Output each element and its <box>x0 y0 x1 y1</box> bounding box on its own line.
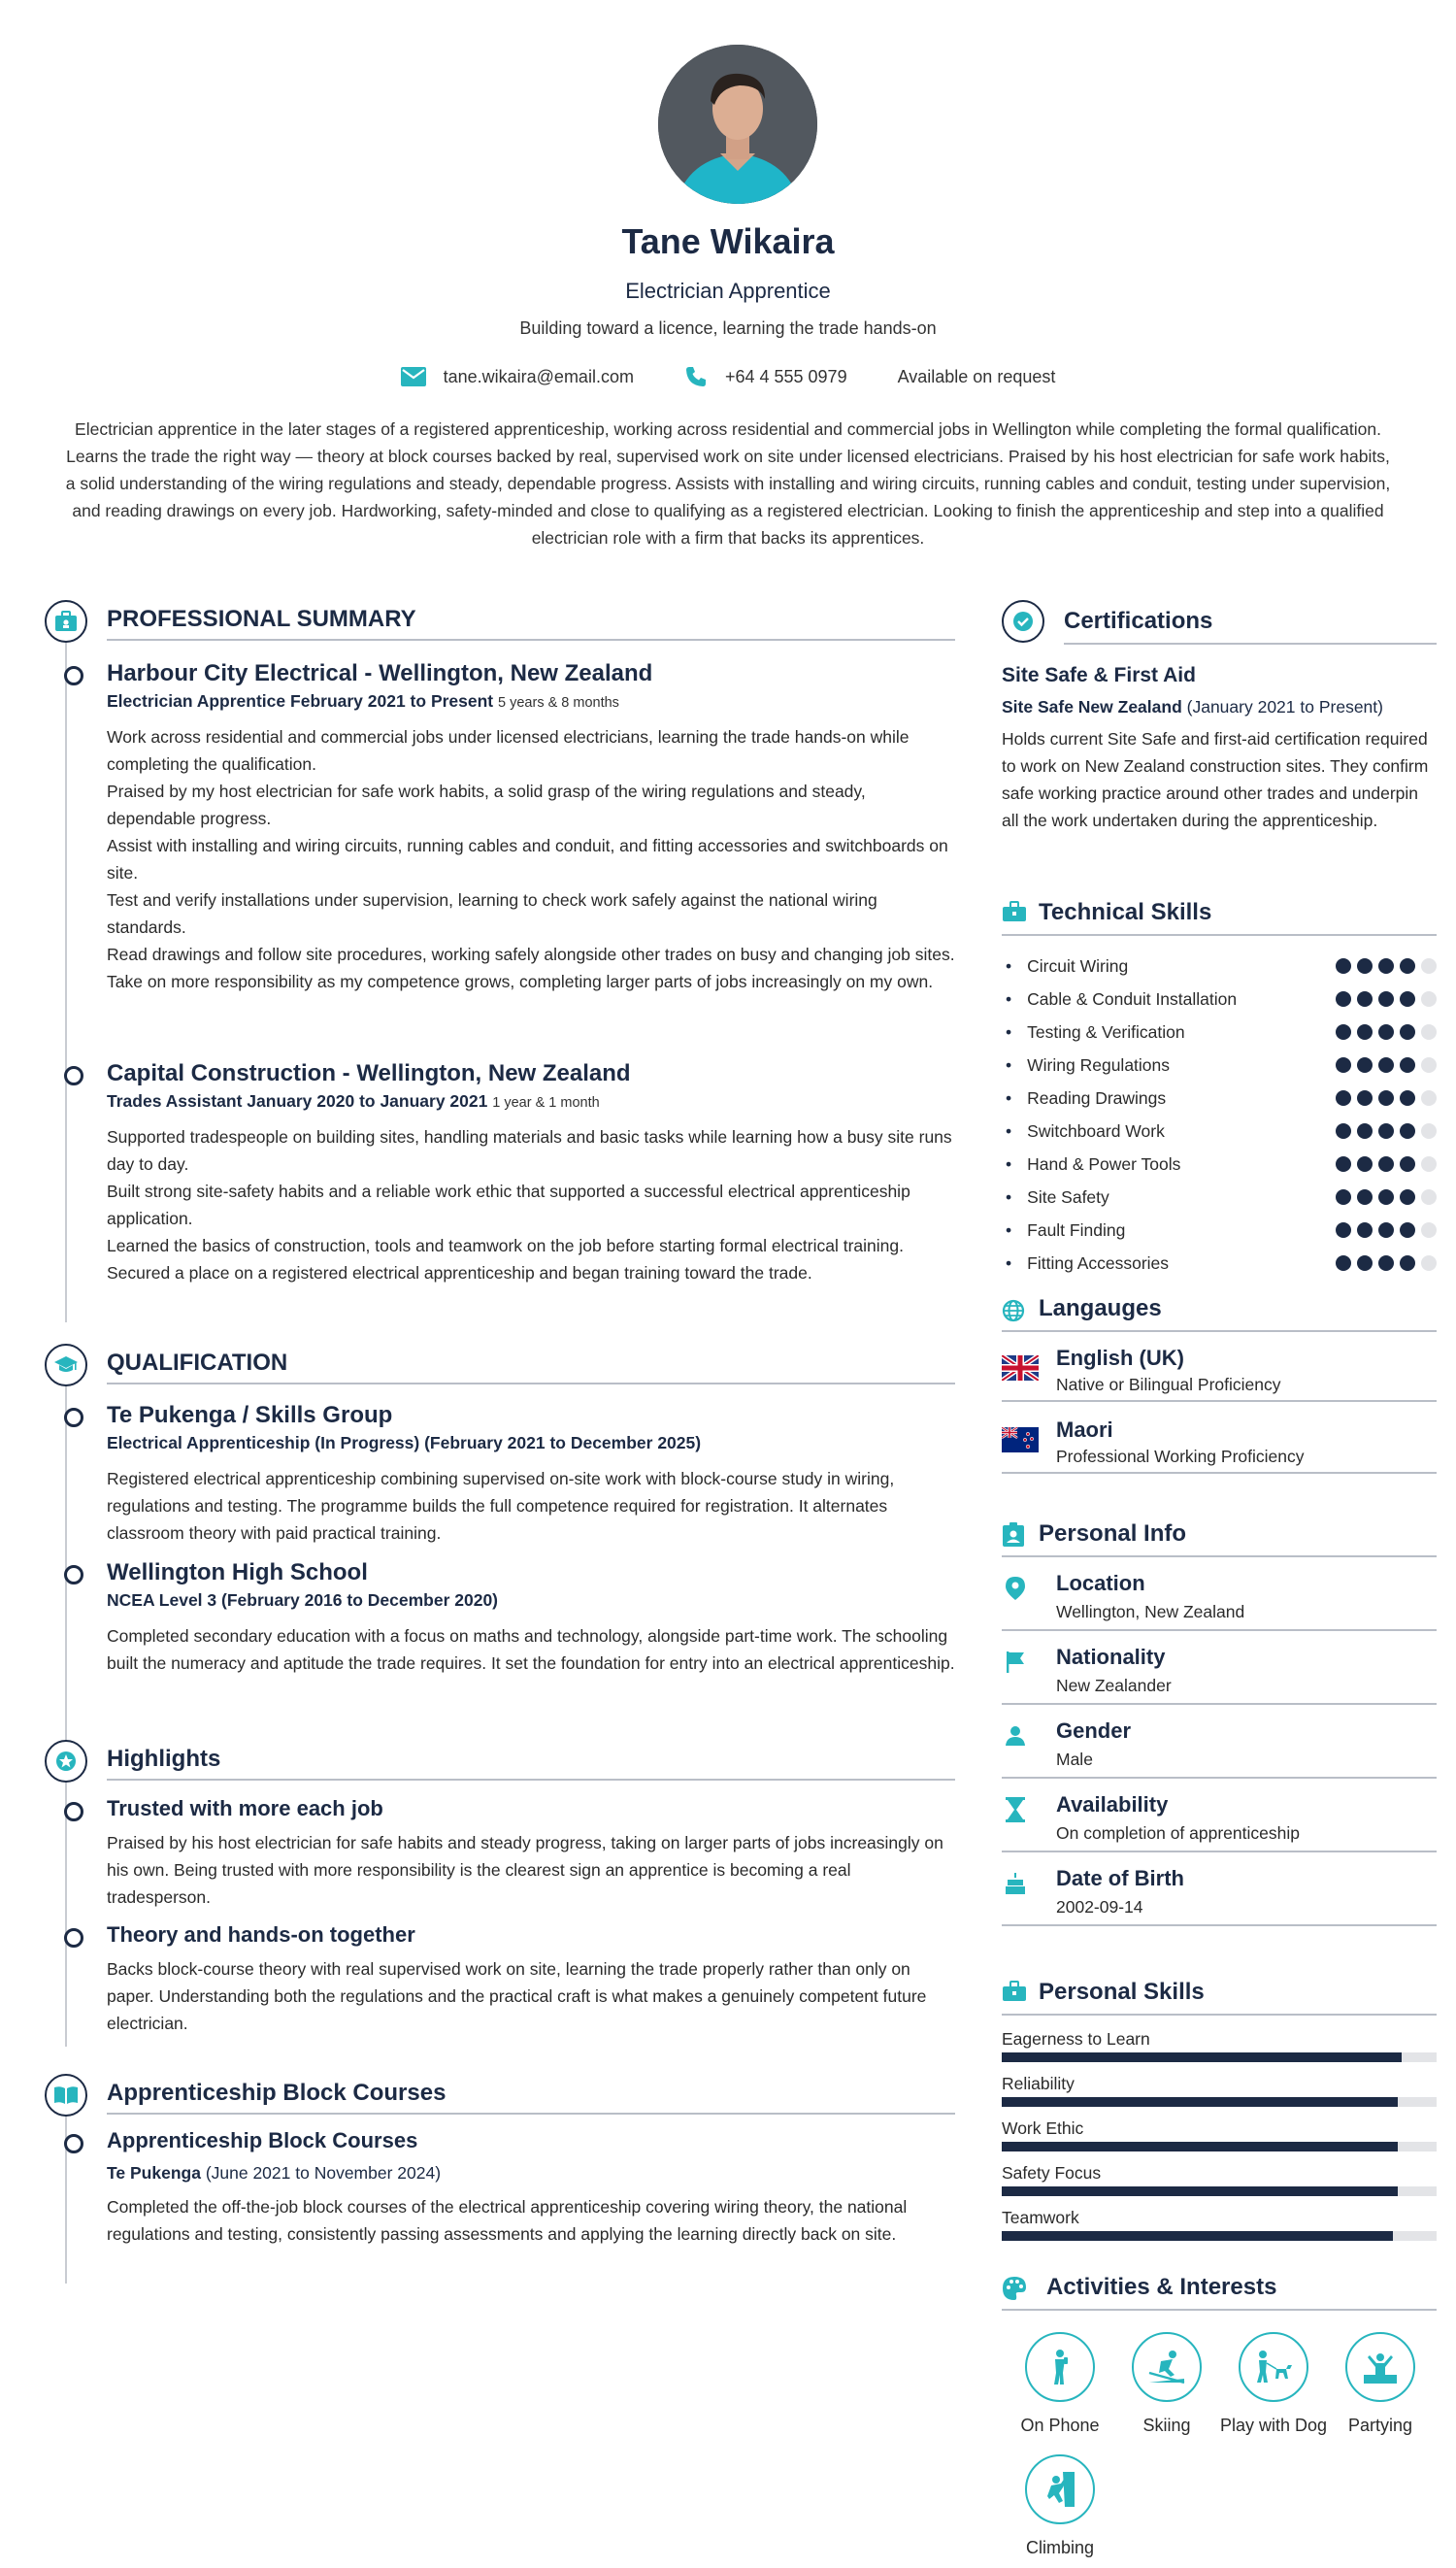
personal-skill-name: Teamwork <box>1002 2208 1079 2227</box>
language-item <box>1002 1402 1437 1474</box>
personal-skills-title: Personal Skills <box>1039 1979 1205 2005</box>
personal-skill-bar-fill <box>1002 2097 1398 2107</box>
skill-level-dots <box>1336 1189 1437 1205</box>
entry-bullet: Test and verify installations under supervision, learning to check work safely against the national wiring standards. <box>107 890 877 937</box>
certification-body: Holds current Site Safe and first-aid certification required to work on New Zealand construction sites. They confirm safe working practice around other trades and underpin all the work undertaken during the apprenticeship. <box>1002 729 1429 830</box>
personal-info-list <box>1002 1557 1437 1926</box>
technical-skill-name: • Circuit Wiring <box>1002 956 1128 977</box>
skill-level-dot <box>1357 1156 1373 1172</box>
entry-body: Registered electrical apprenticeship combining supervised on-site work with block-course study in wiring, regulations and testing. The programme builds the full competence required for registration. It alternates classroom theory with paid practical training. <box>107 1469 895 1543</box>
star-badge-icon <box>45 1740 87 1783</box>
language-item <box>1002 1330 1437 1402</box>
certification-issuer-row <box>1002 697 1437 717</box>
certification-issuer: Site Safe New Zealand <box>1002 697 1182 717</box>
experience-timeline <box>65 643 67 1322</box>
technical-skill-row <box>1002 1115 1437 1148</box>
personal-skills-header <box>1002 1971 1437 2014</box>
experience-rule <box>107 639 955 641</box>
skill-level-dot <box>1421 958 1437 974</box>
technical-skill-row <box>1002 1148 1437 1181</box>
technical-skills-section <box>1002 891 1437 1280</box>
entry-bullet: Assist with installing and wiring circuits, running cables and conduit, and fitting accessories and switchboards on site. <box>107 836 948 883</box>
skill-level-dot <box>1378 1189 1394 1205</box>
avatar <box>658 45 817 204</box>
certifications-section <box>1002 600 1437 834</box>
info-value: New Zealander <box>1056 1676 1172 1695</box>
id-badge-icon <box>1002 1522 1025 1548</box>
timeline-dot <box>64 1802 83 1821</box>
info-value: On completion of apprenticeship <box>1056 1823 1300 1843</box>
uk-flag-icon <box>1002 1355 1039 1381</box>
entry-title: Te Pukenga / Skills Group <box>107 1402 393 1428</box>
technical-skills-list <box>1002 950 1437 1280</box>
skill-level-dot <box>1400 1189 1415 1205</box>
certification-dates: (January 2021 to Present) <box>1186 697 1383 717</box>
certificate-badge-icon <box>1002 600 1044 643</box>
personal-skill-bar <box>1002 2097 1437 2107</box>
availability-text: Available on request <box>897 366 1056 386</box>
skill-level-dot <box>1421 1222 1437 1238</box>
certifications-title: Certifications <box>1064 608 1213 634</box>
skill-level-dots <box>1336 958 1437 974</box>
technical-skill-name: • Fitting Accessories <box>1002 1253 1169 1274</box>
personal-info-title: Personal Info <box>1039 1520 1187 1547</box>
highlights-header <box>45 1740 955 1783</box>
candidate-name: Tane Wikaira <box>621 221 835 261</box>
technical-skill-row <box>1002 1016 1437 1049</box>
skill-level-dot <box>1378 1156 1394 1172</box>
activity-item <box>1109 2332 1225 2436</box>
personal-skill-bar-fill <box>1002 2052 1402 2062</box>
contact-row <box>0 365 1456 388</box>
highlight-entry <box>107 1922 955 2037</box>
activity-label: On Phone <box>1020 2416 1100 2435</box>
personal-info-dob <box>1002 1852 1437 1926</box>
info-label: Date of Birth <box>1056 1866 1184 1890</box>
location-pin-icon <box>1005 1576 1026 1601</box>
candidate-role: Electrician Apprentice <box>625 279 831 303</box>
skill-level-dots <box>1336 1222 1437 1238</box>
party-icon <box>1345 2332 1415 2402</box>
contact-availability <box>898 367 1056 387</box>
skill-level-dot <box>1336 1024 1351 1040</box>
personal-skill-bar-fill <box>1002 2142 1398 2151</box>
personal-skill-name: Work Ethic <box>1002 2118 1084 2138</box>
personal-skill-row <box>1002 2157 1437 2202</box>
activities-header <box>1002 2266 1437 2309</box>
activity-label: Partying <box>1347 2416 1413 2435</box>
skill-level-dot <box>1336 1156 1351 1172</box>
info-label: Location <box>1056 1571 1145 1595</box>
nz-flag-icon <box>1002 1427 1039 1452</box>
personal-info-gender <box>1002 1705 1437 1779</box>
candidate-tagline: Building toward a licence, learning the trade hands-on <box>519 318 937 338</box>
skill-level-dot <box>1336 1222 1351 1238</box>
skill-level-dot <box>1378 991 1394 1007</box>
skill-level-dot <box>1357 1255 1373 1271</box>
timeline-dot <box>64 666 83 685</box>
technical-skills-rule <box>1002 934 1437 936</box>
toolbox-icon <box>1002 901 1027 922</box>
activity-item <box>1322 2332 1439 2436</box>
certifications-rule <box>1064 643 1437 645</box>
skill-level-dots <box>1336 1024 1437 1040</box>
entry-subtitle <box>107 1091 955 1112</box>
skill-level-dot <box>1357 1123 1373 1139</box>
hourglass-icon <box>1006 1797 1025 1822</box>
entry-body: Praised by his host electrician for safe habits and steady progress, taking on larger parts of jobs increasingly on his own. Being trusted with more responsibility is the clearest sign an apprentice is becoming a real tradesperson. <box>107 1833 943 1907</box>
course-provider: Te Pukenga <box>107 2163 201 2183</box>
timeline-dot <box>64 2134 83 2153</box>
skill-level-dot <box>1336 1255 1351 1271</box>
personal-skill-row <box>1002 2202 1437 2247</box>
entry-body: Completed the off-the-job block courses of the electrical apprenticeship covering wiring theory, the national regulations and testing, consistently passing assessments and applying the learning directly back on site. <box>107 2197 908 2244</box>
skill-level-dot <box>1400 1255 1415 1271</box>
courses-header <box>45 2074 955 2117</box>
entry-body: Completed secondary education with a focus on maths and technology, alongside part-time work. The schooling built the numeracy and aptitude the trade requires. It set the foundation for entry into an electrical apprenticeship. <box>107 1626 955 1673</box>
skill-level-dot <box>1336 1057 1351 1073</box>
courses-section <box>45 2074 955 2244</box>
qualification-entry <box>107 1402 955 1547</box>
entry-title: Capital Construction - Wellington, New Zealand <box>107 1060 631 1086</box>
personal-skills-section <box>1002 1971 1437 2247</box>
skill-level-dot <box>1357 991 1373 1007</box>
skill-level-dot <box>1421 1123 1437 1139</box>
experience-header <box>45 600 955 643</box>
skill-level-dots <box>1336 1255 1437 1271</box>
skill-level-dot <box>1378 1090 1394 1106</box>
graduation-cap-icon <box>45 1344 87 1386</box>
technical-skill-name: • Wiring Regulations <box>1002 1055 1170 1076</box>
entry-duration: 5 years & 8 months <box>498 695 619 711</box>
skill-level-dot <box>1421 1255 1437 1271</box>
personal-info-nationality <box>1002 1631 1437 1705</box>
skill-level-dots <box>1336 1156 1437 1172</box>
timeline-dot <box>64 1408 83 1427</box>
activity-item <box>1002 2332 1118 2436</box>
phone-person-icon <box>1025 2332 1095 2402</box>
skill-level-dots <box>1336 1123 1437 1139</box>
flag-icon <box>1005 1651 1026 1674</box>
technical-skill-row <box>1002 1247 1437 1280</box>
info-value: 2002-09-14 <box>1056 1897 1143 1917</box>
entry-position: Electrician Apprentice <box>107 691 286 711</box>
entry-title: Harbour City Electrical - Wellington, New Zealand <box>107 660 653 686</box>
personal-skill-row <box>1002 2068 1437 2113</box>
experience-entry <box>107 660 955 995</box>
entry-bullet: Work across residential and commercial jobs under licensed electricians, learning the trade hands-on while completing the qualification. <box>107 727 910 774</box>
technical-skill-name: • Hand & Power Tools <box>1002 1154 1180 1175</box>
personal-skill-row <box>1002 2113 1437 2157</box>
entry-bullet: Built strong site-safety habits and a reliable work ethic that supported a successful electrical apprenticeship application. <box>107 1182 910 1228</box>
skill-level-dot <box>1400 1090 1415 1106</box>
personal-skill-bar <box>1002 2142 1437 2151</box>
phone-text: +64 4 555 0979 <box>724 366 847 386</box>
language-name: English (UK) <box>1056 1346 1184 1370</box>
contact-email[interactable] <box>401 367 634 387</box>
skill-level-dot <box>1400 1156 1415 1172</box>
highlights-title: Highlights <box>107 1746 221 1772</box>
degree-text: NCEA Level 3 (February 2016 to December 2020) <box>107 1590 499 1610</box>
technical-skill-name: • Site Safety <box>1002 1187 1109 1208</box>
personal-info-header <box>1002 1513 1437 1555</box>
languages-title: Langauges <box>1039 1295 1162 1321</box>
technical-skill-name: • Fault Finding <box>1002 1220 1125 1241</box>
language-level: Native or Bilingual Proficiency <box>1056 1375 1281 1394</box>
technical-skill-name: • Cable & Conduit Installation <box>1002 989 1237 1010</box>
qualification-title: QUALIFICATION <box>107 1350 288 1376</box>
entry-degree <box>107 1433 955 1453</box>
skill-level-dot <box>1421 1057 1437 1073</box>
course-entry <box>107 2128 955 2248</box>
skill-level-dot <box>1421 1090 1437 1106</box>
personal-skill-bar <box>1002 2231 1437 2241</box>
activity-item <box>1002 2454 1118 2558</box>
skill-level-dot <box>1378 1222 1394 1238</box>
entry-title: Apprenticeship Block Courses <box>107 2128 418 2152</box>
languages-section <box>1002 1287 1437 1474</box>
experience-entry <box>107 1060 955 1286</box>
technical-skill-name: • Testing & Verification <box>1002 1022 1185 1043</box>
personal-info-section <box>1002 1513 1437 1926</box>
skill-level-dot <box>1357 1024 1373 1040</box>
skill-level-dot <box>1421 1189 1437 1205</box>
skill-level-dot <box>1378 1123 1394 1139</box>
skill-level-dot <box>1336 958 1351 974</box>
skill-level-dot <box>1336 1189 1351 1205</box>
degree-text: Electrical Apprenticeship (In Progress) (February 2021 to December 2025) <box>107 1433 702 1452</box>
skill-level-dot <box>1378 1024 1394 1040</box>
skill-level-dot <box>1400 1123 1415 1139</box>
skill-level-dot <box>1400 1057 1415 1073</box>
entry-position: Trades Assistant <box>107 1091 243 1111</box>
entry-bullet: Learned the basics of construction, tools and teamwork on the job before starting formal electrical training. <box>107 1236 904 1255</box>
certifications-header <box>1002 600 1437 643</box>
skill-level-dot <box>1357 958 1373 974</box>
info-value: Male <box>1056 1750 1093 1769</box>
personal-skill-bar <box>1002 2052 1437 2062</box>
technical-skill-row <box>1002 1181 1437 1214</box>
personal-skill-name: Safety Focus <box>1002 2163 1102 2183</box>
contact-phone[interactable] <box>684 365 847 388</box>
technical-skill-row <box>1002 1214 1437 1247</box>
timeline-dot <box>64 1565 83 1584</box>
entry-dates: January 2020 to January 2021 <box>247 1091 488 1111</box>
info-label: Gender <box>1056 1718 1132 1743</box>
entry-title: Trusted with more each job <box>107 1796 383 1820</box>
skill-level-dot <box>1357 1057 1373 1073</box>
technical-skill-row <box>1002 1082 1437 1115</box>
personal-skills-rule <box>1002 2014 1437 2016</box>
cake-icon <box>1005 1872 1026 1895</box>
courses-rule <box>107 2113 955 2115</box>
activity-label: Climbing <box>1025 2538 1095 2557</box>
info-value: Wellington, New Zealand <box>1056 1602 1245 1621</box>
activity-label: Skiing <box>1142 2416 1191 2435</box>
skill-level-dot <box>1400 1222 1415 1238</box>
palette-icon <box>1002 2276 1027 2301</box>
skill-level-dot <box>1378 1255 1394 1271</box>
climbing-icon <box>1025 2454 1095 2524</box>
technical-skill-row <box>1002 1049 1437 1082</box>
entry-subtitle <box>107 2163 955 2184</box>
entry-body: Backs block-course theory with real supervised work on site, learning the trade properly rather than only on paper. Understanding both the regulations and the practical craft is what makes a genuinely competent future electrician. <box>107 1959 927 2033</box>
email-text: tane.wikaira@email.com <box>443 366 634 386</box>
courses-title: Apprenticeship Block Courses <box>107 2080 447 2106</box>
personal-info-location <box>1002 1557 1437 1631</box>
profile-photo <box>658 45 817 204</box>
entry-title: Theory and hands-on together <box>107 1922 415 1947</box>
skill-level-dot <box>1421 1156 1437 1172</box>
skill-level-dot <box>1400 991 1415 1007</box>
personal-skill-name: Eagerness to Learn <box>1002 2029 1150 2049</box>
timeline-dot <box>64 1066 83 1085</box>
entry-bullet: Supported tradespeople on building sites, handling materials and basic tasks while learning how a busy site runs day to day. <box>107 1127 952 1174</box>
email-icon <box>401 367 426 386</box>
technical-skill-row <box>1002 950 1437 983</box>
briefcase-icon <box>45 600 87 643</box>
timeline-dot <box>64 1928 83 1948</box>
profile-summary: Electrician apprentice in the later stages of a registered apprenticeship, working across residential and commercial jobs in Wellington while completing the formal qualification. Learns the trade the right way — theory at block courses backed by real, supervised work on site under licensed electricians. Praised by his host electrician for safe work habits, a solid understanding of the wiring regulations and steady, dependable progress. Assists with installing and wiring circuits, running cables and conduit, testing under supervision, and reading drawings on every job. Hardworking, safety-minded and close to qualifying as a registered electrician. Looking to finish the apprenticeship and step into a qualified electrician role with a firm that backs its apprentices. <box>65 419 1391 548</box>
activity-label: Play with Dog <box>1219 2416 1328 2435</box>
personal-skill-row <box>1002 2023 1437 2068</box>
qualification-header <box>45 1344 955 1386</box>
book-icon <box>45 2074 87 2117</box>
dog-icon <box>1239 2332 1308 2402</box>
skill-level-dot <box>1421 1024 1437 1040</box>
course-dates: (June 2021 to November 2024) <box>205 2163 442 2183</box>
technical-skills-title: Technical Skills <box>1039 899 1212 925</box>
entry-bullet: Read drawings and follow site procedures, working safely alongside other trades on busy and changing job sites. <box>107 945 955 964</box>
skill-level-dot <box>1336 991 1351 1007</box>
activities-rule <box>1002 2309 1437 2311</box>
skill-level-dot <box>1357 1189 1373 1205</box>
globe-icon <box>1002 1299 1025 1322</box>
personal-skills-list <box>1002 2023 1437 2247</box>
phone-icon <box>684 365 708 388</box>
activity-item <box>1215 2332 1332 2436</box>
entry-degree <box>107 1590 955 1611</box>
activities-section <box>1002 2266 1437 2557</box>
info-label: Availability <box>1056 1792 1169 1817</box>
skill-level-dots <box>1336 1057 1437 1073</box>
toolbox-icon <box>1002 1981 1027 2002</box>
language-name: Maori <box>1056 1417 1113 1442</box>
entry-subtitle <box>107 691 955 712</box>
entry-bullet: Secured a place on a registered electrical apprenticeship and began training toward the trade. <box>107 1263 812 1283</box>
person-icon <box>1005 1725 1026 1747</box>
skill-level-dot <box>1357 1222 1373 1238</box>
personal-skill-bar-fill <box>1002 2231 1393 2241</box>
highlights-timeline <box>65 1783 67 2047</box>
entry-title: Wellington High School <box>107 1559 368 1585</box>
technical-skill-name: • Switchboard Work <box>1002 1121 1165 1142</box>
skill-level-dot <box>1400 958 1415 974</box>
highlights-rule <box>107 1779 955 1781</box>
entry-duration: 1 year & 1 month <box>492 1095 600 1111</box>
languages-header <box>1002 1287 1437 1330</box>
entry-bullet: Praised by my host electrician for safe work habits, a solid grasp of the wiring regulations and steady, dependable progress. <box>107 782 866 828</box>
qualification-entry <box>107 1559 955 1677</box>
entry-dates: February 2021 to Present <box>290 691 494 711</box>
experience-title: PROFESSIONAL SUMMARY <box>107 606 416 632</box>
technical-skill-name: • Reading Drawings <box>1002 1088 1166 1109</box>
personal-info-availability <box>1002 1779 1437 1852</box>
activities-title: Activities & Interests <box>1046 2274 1277 2300</box>
certification-name: Site Safe & First Aid <box>1002 664 1196 686</box>
personal-skill-bar <box>1002 2186 1437 2196</box>
highlights-section <box>45 1740 955 2033</box>
experience-section <box>45 600 955 1283</box>
entry-body <box>107 723 955 995</box>
technical-skill-row <box>1002 983 1437 1016</box>
skill-level-dot <box>1357 1090 1373 1106</box>
skill-level-dot <box>1336 1123 1351 1139</box>
skill-level-dot <box>1400 1024 1415 1040</box>
technical-skills-header <box>1002 891 1437 934</box>
skill-level-dot <box>1336 1090 1351 1106</box>
language-level: Professional Working Proficiency <box>1056 1447 1305 1466</box>
qualification-section <box>45 1344 955 1673</box>
info-label: Nationality <box>1056 1645 1166 1669</box>
skill-level-dot <box>1378 1057 1394 1073</box>
entry-body <box>107 1123 955 1286</box>
qualification-rule <box>107 1383 955 1384</box>
skiing-icon <box>1132 2332 1202 2402</box>
skill-level-dot <box>1421 991 1437 1007</box>
entry-bullet: Take on more responsibility as my competence grows, completing larger parts of jobs increasingly on my own. <box>107 972 934 991</box>
skill-level-dots <box>1336 1090 1437 1106</box>
skill-level-dots <box>1336 991 1437 1007</box>
personal-skill-name: Reliability <box>1002 2074 1075 2093</box>
personal-skill-bar-fill <box>1002 2186 1398 2196</box>
skill-level-dot <box>1378 958 1394 974</box>
highlight-entry <box>107 1796 955 1911</box>
